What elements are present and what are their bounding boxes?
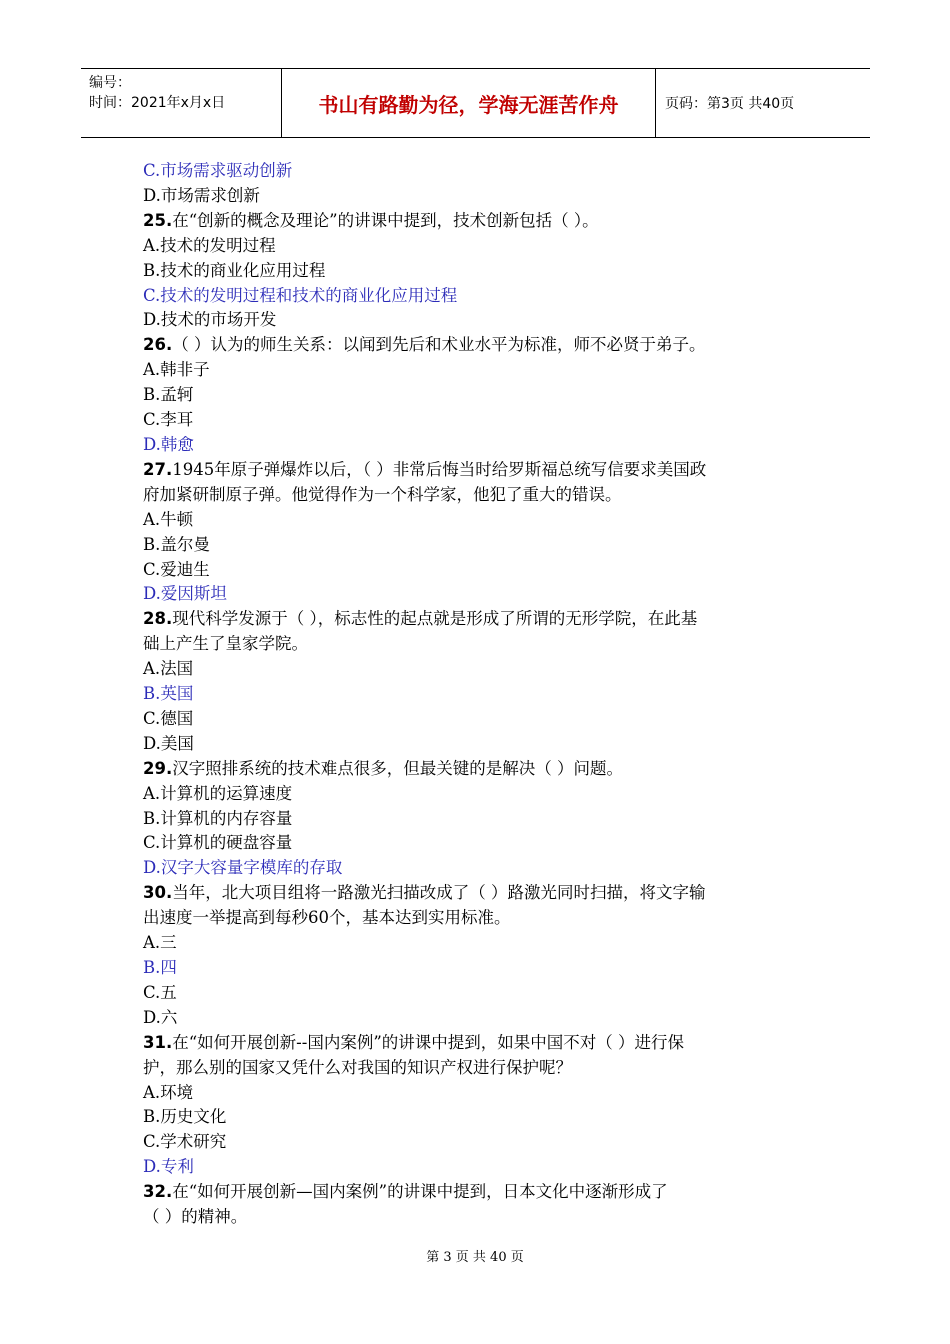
- question-number: 26.: [143, 335, 173, 355]
- line-text: （ ）认为的师生关系：以闻到先后和术业水平为标准，师不必贤于弟子。: [172, 335, 706, 355]
- answer-option-correct: [143, 856, 803, 881]
- text-line: [143, 1056, 803, 1081]
- line-text: B.历史文化: [143, 1107, 227, 1127]
- answer-option-correct: [143, 582, 803, 607]
- question-number: 28.: [143, 609, 173, 629]
- line-text: D.爱因斯坦: [143, 584, 227, 604]
- text-line: [143, 1205, 803, 1230]
- text-line: [143, 1081, 803, 1106]
- line-text: B.英国: [143, 684, 194, 704]
- line-text: D.美国: [143, 733, 194, 753]
- header-page-info: 页码：第3页 共40页: [665, 96, 795, 112]
- line-text: B.盖尔曼: [143, 534, 210, 554]
- text-line: [143, 931, 803, 956]
- answer-option-correct: [143, 159, 803, 184]
- header-meta: [81, 69, 282, 137]
- line-text: D.专利: [143, 1157, 194, 1177]
- line-text: 础上产生了皇家学院。: [143, 634, 308, 654]
- line-text: 护，那么别的国家又凭什么对我国的知识产权进行保护呢？: [143, 1057, 572, 1077]
- line-text: A.技术的发明过程: [143, 235, 276, 255]
- line-text: D.市场需求创新: [143, 185, 260, 205]
- answer-option-correct: [143, 284, 803, 309]
- line-text: C.五: [143, 982, 177, 1002]
- line-text: D.技术的市场开发: [143, 310, 277, 330]
- line-text: 出速度一举提高到每秒60个，基本达到实用标准。: [143, 908, 511, 928]
- line-text: D.韩愈: [143, 434, 194, 454]
- line-text: C.市场需求驱动创新: [143, 161, 293, 180]
- line-text: B.四: [143, 958, 177, 977]
- line-text: （ ）的精神。: [143, 1207, 248, 1227]
- text-line: [143, 508, 803, 533]
- text-line: [143, 657, 803, 682]
- line-text: B.孟轲: [143, 385, 194, 405]
- doc-time-label: 时间：2021年x月x日: [89, 95, 226, 111]
- question-stem: [143, 333, 803, 358]
- text-line: [143, 807, 803, 832]
- question-stem: [143, 458, 803, 483]
- question-number: 31.: [143, 1032, 173, 1052]
- text-line: [143, 1105, 803, 1130]
- line-text: C.李耳: [143, 410, 194, 430]
- question-number: 29.: [143, 758, 173, 778]
- header-motto: 书山有路勤为径，学海无涯苦作舟: [282, 69, 656, 137]
- line-text: D.六: [143, 1007, 178, 1027]
- question-stem: [143, 209, 803, 234]
- line-text: 府加紧研制原子弹。他觉得作为一个科学家，他犯了重大的错误。: [143, 484, 622, 504]
- answer-option-correct: [143, 956, 803, 981]
- text-line: [143, 483, 803, 508]
- text-line: [143, 558, 803, 583]
- line-text: C.技术的发明过程和技术的商业化应用过程: [143, 285, 458, 305]
- text-line: [143, 358, 803, 383]
- line-text: 当年，北大项目组将一路激光扫描改成了（ ）路激光同时扫描，将文字输: [172, 883, 706, 903]
- line-text: B.计算机的内存容量: [143, 808, 293, 828]
- question-stem: [143, 1031, 803, 1056]
- question-number: 25.: [143, 210, 173, 230]
- line-text: A.计算机的运算速度: [143, 783, 293, 803]
- question-stem: [143, 1180, 803, 1205]
- line-text: 1945年原子弹爆炸以后，（ ）非常后悔当时给罗斯福总统写信要求美国政: [172, 459, 707, 479]
- text-line: [143, 981, 803, 1006]
- text-line: [143, 234, 803, 259]
- line-text: 在“如何开展创新—国内案例”的讲课中提到，日本文化中逐渐形成了: [172, 1182, 668, 1202]
- text-line: [143, 732, 803, 757]
- text-line: [143, 184, 803, 209]
- line-text: A.韩非子: [143, 360, 210, 380]
- question-stem: [143, 607, 803, 632]
- text-line: [143, 1006, 803, 1031]
- text-line: [143, 632, 803, 657]
- answer-option-correct: [143, 682, 803, 707]
- line-text: A.三: [143, 933, 177, 953]
- line-text: C.学术研究: [143, 1132, 227, 1152]
- line-text: B.技术的商业化应用过程: [143, 260, 326, 280]
- text-line: [143, 831, 803, 856]
- document-header: [81, 68, 870, 138]
- text-line: [143, 533, 803, 558]
- line-text: C.德国: [143, 708, 194, 728]
- text-line: [143, 782, 803, 807]
- question-list: [143, 159, 803, 1230]
- text-line: [143, 408, 803, 433]
- line-text: 在“创新的概念及理论”的讲课中提到，技术创新包括（ ）。: [172, 210, 599, 230]
- line-text: C.爱迪生: [143, 559, 210, 579]
- text-line: [143, 383, 803, 408]
- line-text: 汉字照排系统的技术难点很多，但最关键的是解决（ ）问题。: [172, 758, 623, 778]
- question-stem: [143, 881, 803, 906]
- line-text: A.环境: [143, 1082, 194, 1102]
- line-text: C.计算机的硬盘容量: [143, 833, 293, 853]
- line-text: A.牛顿: [143, 509, 194, 529]
- page-footer: 第 3 页 共 40 页: [426, 1250, 524, 1265]
- text-line: [143, 308, 803, 333]
- text-line: [143, 906, 803, 931]
- question-number: 32.: [143, 1182, 173, 1202]
- question-number: 30.: [143, 883, 173, 903]
- line-text: 在“如何开展创新--国内案例”的讲课中提到，如果中国不对（ ）进行保: [172, 1032, 685, 1052]
- question-stem: [143, 757, 803, 782]
- line-text: A.法国: [143, 659, 194, 679]
- text-line: [143, 707, 803, 732]
- line-text: 现代科学发源于（ ），标志性的起点就是形成了所谓的无形学院，在此基: [172, 609, 698, 629]
- doc-number-label: 编号：: [89, 75, 131, 91]
- text-line: [143, 1130, 803, 1155]
- question-number: 27.: [143, 459, 173, 479]
- answer-option-correct: [143, 1155, 803, 1180]
- answer-option-correct: [143, 433, 803, 458]
- line-text: D.汉字大容量字模库的存取: [143, 858, 343, 878]
- text-line: [143, 259, 803, 284]
